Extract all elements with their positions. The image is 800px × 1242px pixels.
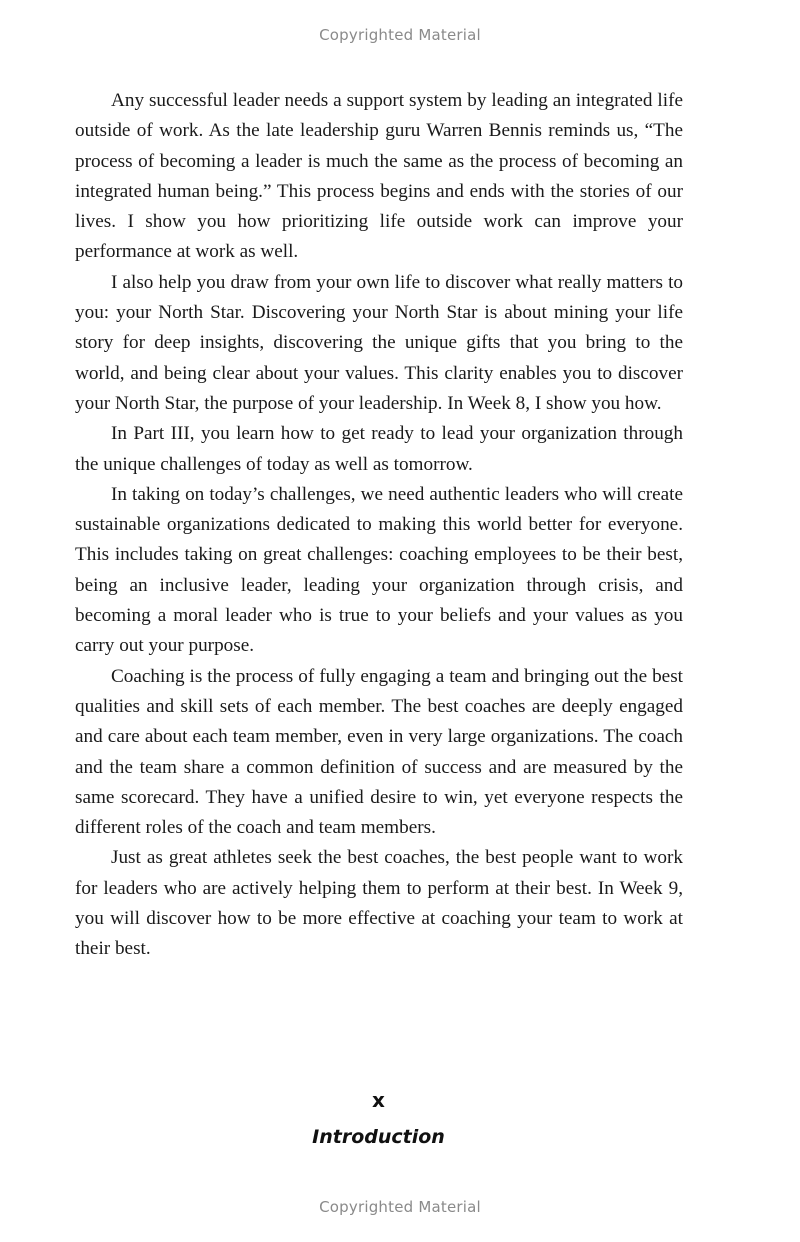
page-number: x [372, 1088, 385, 1112]
paragraph: I also help you draw from your own life to discover what really matters to you: your North Star. Discovering your North Star is about mining your life story for deep insights, discovering the unique gifts that you bring to the world, and being clear about your values. This clarity enables you to discover your North Star, the purpose of your leadership. In Week 8, I show you how. [75, 271, 683, 414]
paragraph: Just as great athletes seek the best coaches, the best people want to work for leaders who are actively helping them to perform at their best. In Week 9, you will discover how to be more effective at coaching your team to work at their best. [75, 847, 683, 960]
paragraph: Coaching is the process of fully engaging a team and bringing out the best qualities and skill sets of each member. The best coaches are deeply engaged and care about each team member, even in very large organizations. The coach and the team share a common definition of success and are measured by the same scorecard. They have a unified desire to win, yet everyone respects the different roles of the coach and team members. [75, 665, 683, 839]
paragraph: In taking on today’s challenges, we need authentic leaders who will create sustainable organizations dedicated to making this world better for everyone. This includes taking on great challenges: coaching employees to be their best, being an inclusive leader, leading your organization through crisis, and becoming a moral leader who is true to your beliefs and your values as you carry out your purpose. [75, 483, 683, 657]
paragraph: In Part III, you learn how to get ready to lead your organization through the unique challenges of today as well as tomorrow. [75, 423, 683, 475]
paragraph: Any successful leader needs a support system by leading an integrated life outside of work. As the late leadership guru Warren Bennis reminds us, “The process of becoming a leader is much the same as the process of becoming an integrated human being.” This process begins and ends with the stories of our lives. I show you how prioritizing life outside work can improve your performance at work as well. [75, 90, 683, 263]
page-body [75, 86, 683, 965]
copyright-notice-bottom: Copyrighted Material [319, 1198, 481, 1216]
copyright-notice-top: Copyrighted Material [319, 26, 481, 44]
running-title: Introduction [312, 1126, 445, 1148]
